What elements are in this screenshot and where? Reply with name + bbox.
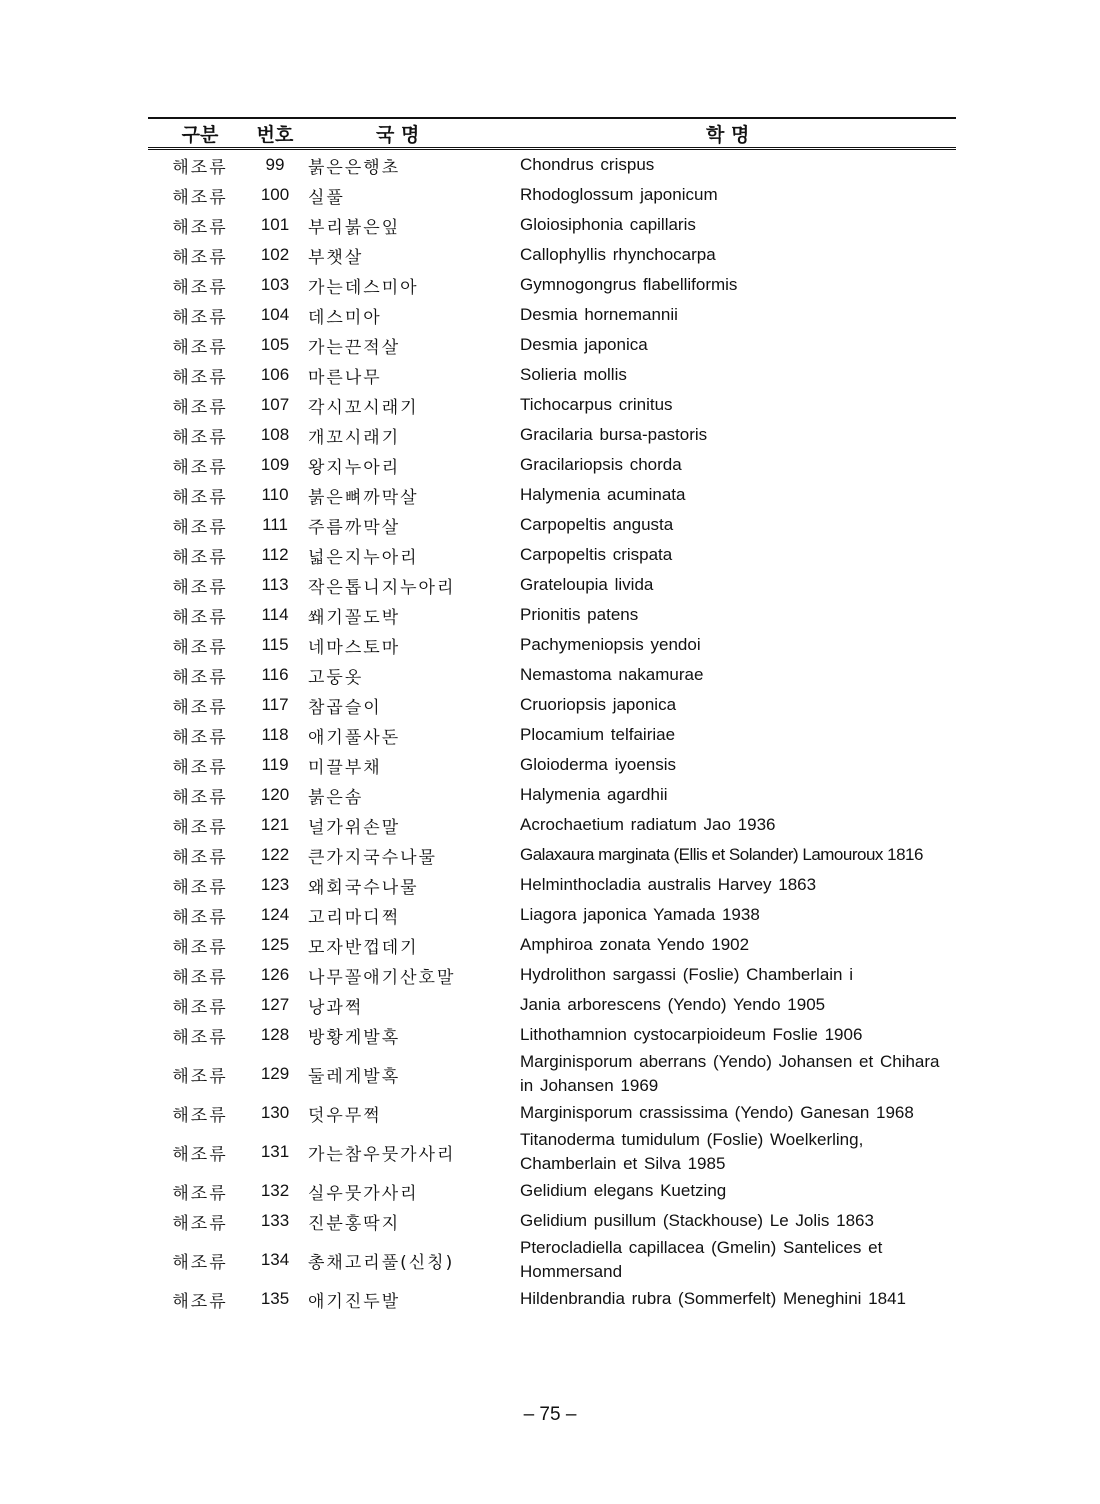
row-number: 108 (260, 425, 290, 444)
table-row (148, 450, 956, 480)
page-number: – 75 – (523, 1404, 577, 1425)
table-row (148, 510, 956, 540)
row-scientific-name: Gelidium elegans Kuetzing (520, 1181, 727, 1200)
row-scientific-name: Callophyllis rhynchocarpa (520, 245, 716, 264)
table-row (148, 210, 956, 240)
row-number: 106 (260, 365, 290, 384)
row-scientific-name: Pterocladiella capillacea (Gmelin) Santelices et Hommersand (520, 1238, 883, 1281)
table-row (148, 900, 956, 930)
row-scientific-name: Hildenbrandia rubra (Sommerfelt) Meneghini 1841 (520, 1289, 906, 1308)
header-korean-name: 국 명 (298, 118, 516, 149)
row-number: 111 (262, 515, 288, 534)
row-number: 119 (261, 755, 289, 774)
row-korean-name: 널가위손말 (308, 817, 401, 838)
table-row (148, 870, 956, 900)
row-number: 99 (265, 155, 285, 174)
row-korean-name: 붉은은행초 (308, 157, 401, 178)
row-category: 해조류 (172, 367, 228, 388)
row-number: 109 (260, 455, 290, 474)
row-scientific-name: Marginisporum crassissima (Yendo) Ganesan 1968 (520, 1103, 914, 1122)
row-category: 해조류 (172, 1066, 228, 1087)
row-number: 101 (260, 215, 290, 234)
row-category: 해조류 (172, 607, 228, 628)
table-row (148, 660, 956, 690)
row-korean-name: 넓은지누아리 (308, 547, 419, 568)
row-scientific-name: Marginisporum aberrans (Yendo) Johansen et Chihara in Johansen 1969 (520, 1052, 940, 1095)
table-row (148, 360, 956, 390)
header-row (148, 118, 956, 149)
row-number: 118 (261, 725, 289, 744)
row-scientific-name: Desmia japonica (520, 335, 648, 354)
row-scientific-name: Plocamium telfairiae (520, 725, 676, 744)
table-row (148, 1128, 956, 1176)
table-row (148, 240, 956, 270)
row-number: 123 (260, 875, 290, 894)
row-scientific-name: Lithothamnion cystocarpioideum Foslie 1906 (520, 1025, 863, 1044)
row-scientific-name: Acrochaetium radiatum Jao 1936 (520, 815, 776, 834)
table-row (148, 1098, 956, 1128)
row-scientific-name: Halymenia agardhii (520, 785, 668, 804)
row-scientific-name: Cruoriopsis japonica (520, 695, 677, 714)
row-scientific-name: Amphiroa zonata Yendo 1902 (520, 935, 750, 954)
row-korean-name: 모자반껍데기 (308, 937, 419, 958)
row-korean-name: 실풀 (308, 187, 345, 208)
row-korean-name: 참곱슬이 (308, 697, 382, 718)
row-category: 해조류 (172, 1213, 228, 1234)
row-category: 해조류 (172, 157, 228, 178)
row-number: 115 (261, 635, 289, 654)
row-korean-name: 나무꼴애기산호말 (308, 967, 456, 988)
table-row (148, 840, 956, 870)
table-row (148, 720, 956, 750)
row-korean-name: 둘레게발혹 (308, 1066, 401, 1087)
row-scientific-name: Gracilaria bursa-pastoris (520, 425, 708, 444)
row-category: 해조류 (172, 1183, 228, 1204)
row-number: 114 (261, 605, 289, 624)
row-category: 해조류 (172, 547, 228, 568)
row-korean-name: 개꼬시래기 (308, 427, 401, 448)
row-korean-name: 진분홍딱지 (308, 1213, 401, 1234)
row-scientific-name: Carpopeltis angusta (520, 515, 674, 534)
row-number: 107 (260, 395, 290, 414)
row-korean-name: 실우뭇가사리 (308, 1183, 419, 1204)
row-korean-name: 가는데스미아 (308, 277, 419, 298)
row-category: 해조류 (172, 577, 228, 598)
header-category: 구분 (148, 118, 252, 149)
row-category: 해조류 (172, 727, 228, 748)
row-number: 125 (260, 935, 290, 954)
row-category: 해조류 (172, 817, 228, 838)
row-number: 135 (260, 1289, 290, 1308)
row-scientific-name: Desmia hornemannii (520, 305, 678, 324)
row-scientific-name: Liagora japonica Yamada 1938 (520, 905, 760, 924)
row-korean-name: 마른나무 (308, 367, 382, 388)
row-korean-name: 붉은뼈까막살 (308, 487, 419, 508)
row-korean-name: 주름까막살 (308, 517, 401, 538)
table-row (148, 420, 956, 450)
table-row (148, 600, 956, 630)
row-category: 해조류 (172, 217, 228, 238)
row-category: 해조류 (172, 427, 228, 448)
table-row (148, 1176, 956, 1206)
row-category: 해조류 (172, 337, 228, 358)
row-category: 해조류 (172, 517, 228, 538)
row-korean-name: 낭과쩍 (308, 997, 364, 1018)
row-number: 130 (260, 1103, 290, 1122)
row-korean-name: 네마스토마 (308, 637, 401, 658)
row-category: 해조류 (172, 1144, 228, 1165)
table-row (148, 990, 956, 1020)
row-number: 126 (260, 965, 290, 984)
row-korean-name: 고리마디쩍 (308, 907, 401, 928)
row-scientific-name: Hydrolithon sargassi (Foslie) Chamberlain i (520, 965, 854, 984)
row-korean-name: 애기풀사돈 (308, 727, 401, 748)
row-number: 113 (261, 575, 289, 594)
row-number: 116 (261, 665, 289, 684)
row-number: 121 (260, 815, 290, 834)
table-row (148, 1050, 956, 1098)
table-row (148, 570, 956, 600)
row-category: 해조류 (172, 1027, 228, 1048)
row-scientific-name: Titanoderma tumidulum (Foslie) Woelkerling, Chamberlain et Silva 1985 (520, 1130, 864, 1173)
row-number: 105 (260, 335, 290, 354)
table-row (148, 960, 956, 990)
row-category: 해조류 (172, 1105, 228, 1126)
row-scientific-name: Halymenia acuminata (520, 485, 686, 504)
table-row (148, 750, 956, 780)
table-row (148, 1284, 956, 1314)
row-category: 해조류 (172, 487, 228, 508)
row-korean-name: 애기진두발 (308, 1291, 401, 1312)
row-number: 128 (260, 1025, 290, 1044)
row-scientific-name: Grateloupia livida (520, 575, 654, 594)
row-korean-name: 총채고리풀(신칭) (308, 1252, 455, 1273)
row-number: 104 (260, 305, 290, 324)
row-korean-name: 작은톱니지누아리 (308, 577, 456, 598)
row-category: 해조류 (172, 877, 228, 898)
row-category: 해조류 (172, 457, 228, 478)
table-row (148, 270, 956, 300)
row-scientific-name: Nemastoma nakamurae (520, 665, 704, 684)
row-number: 127 (260, 995, 290, 1014)
row-category: 해조류 (172, 967, 228, 988)
row-korean-name: 붉은솜 (308, 787, 364, 808)
row-number: 112 (261, 545, 289, 564)
row-number: 117 (261, 695, 289, 714)
row-korean-name: 가는끈적살 (308, 337, 401, 358)
row-scientific-name: Gloioderma iyoensis (520, 755, 677, 774)
row-category: 해조류 (172, 847, 228, 868)
row-category: 해조류 (172, 907, 228, 928)
row-korean-name: 부챗살 (308, 247, 364, 268)
row-scientific-name: Pachymeniopsis yendoi (520, 635, 701, 654)
row-korean-name: 각시꼬시래기 (308, 397, 419, 418)
row-scientific-name: Gelidium pusillum (Stackhouse) Le Jolis 1863 (520, 1211, 874, 1230)
table-row (148, 930, 956, 960)
row-korean-name: 부리붉은잎 (308, 217, 401, 238)
row-scientific-name: Gymnogongrus flabelliformis (520, 275, 738, 294)
row-number: 132 (260, 1181, 290, 1200)
row-korean-name: 데스미아 (308, 307, 382, 328)
row-scientific-name: Jania arborescens (Yendo) Yendo 1905 (520, 995, 826, 1014)
row-category: 해조류 (172, 997, 228, 1018)
row-category: 해조류 (172, 277, 228, 298)
table-row (148, 810, 956, 840)
row-category: 해조류 (172, 937, 228, 958)
table-row (148, 300, 956, 330)
table-row (148, 630, 956, 660)
row-number: 103 (260, 275, 290, 294)
row-scientific-name: Carpopeltis crispata (520, 545, 673, 564)
row-number: 100 (260, 185, 290, 204)
table-row (148, 540, 956, 570)
row-number: 134 (260, 1250, 290, 1269)
row-scientific-name: Helminthocladia australis Harvey 1863 (520, 875, 817, 894)
row-number: 110 (261, 485, 289, 504)
row-category: 해조류 (172, 667, 228, 688)
table-row (148, 1020, 956, 1050)
header-number: 번호 (252, 118, 298, 149)
table-row (148, 149, 956, 181)
row-category: 해조류 (172, 1252, 228, 1273)
row-number: 122 (260, 845, 290, 864)
row-number: 133 (260, 1211, 290, 1230)
row-korean-name: 왜회국수나물 (308, 877, 419, 898)
row-number: 120 (260, 785, 290, 804)
row-category: 해조류 (172, 307, 228, 328)
row-scientific-name: Tichocarpus crinitus (520, 395, 673, 414)
table-row (148, 480, 956, 510)
row-korean-name: 미끌부채 (308, 757, 382, 778)
row-category: 해조류 (172, 247, 228, 268)
row-category: 해조류 (172, 637, 228, 658)
table-row (148, 330, 956, 360)
table-row (148, 1236, 956, 1284)
table-row (148, 690, 956, 720)
row-category: 해조류 (172, 1291, 228, 1312)
row-number: 129 (260, 1064, 290, 1083)
table-header (148, 118, 956, 149)
row-category: 해조류 (172, 397, 228, 418)
row-scientific-name: Rhodoglossum japonicum (520, 185, 718, 204)
row-korean-name: 왕지누아리 (308, 457, 401, 478)
row-scientific-name: Galaxaura marginata (Ellis et Solander) Lamouroux 1816 (520, 845, 923, 864)
table-row (148, 780, 956, 810)
row-korean-name: 가는참우뭇가사리 (308, 1144, 456, 1165)
row-scientific-name: Gracilariopsis chorda (520, 455, 682, 474)
table-row (148, 1206, 956, 1236)
row-number: 124 (260, 905, 290, 924)
row-category: 해조류 (172, 697, 228, 718)
row-korean-name: 덧우무쩍 (308, 1105, 382, 1126)
row-korean-name: 고둥옷 (308, 667, 364, 688)
row-number: 131 (260, 1142, 290, 1161)
row-category: 해조류 (172, 757, 228, 778)
row-korean-name: 쐐기꼴도박 (308, 607, 401, 628)
header-scientific-name: 학 명 (516, 118, 956, 149)
row-korean-name: 방황게발혹 (308, 1027, 401, 1048)
row-scientific-name: Chondrus crispus (520, 155, 655, 174)
row-scientific-name: Solieria mollis (520, 365, 627, 384)
table-row (148, 180, 956, 210)
row-scientific-name: Gloiosiphonia capillaris (520, 215, 696, 234)
table-body (148, 149, 956, 1315)
row-korean-name: 큰가지국수나물 (308, 847, 437, 868)
table-row (148, 390, 956, 420)
row-category: 해조류 (172, 787, 228, 808)
row-category: 해조류 (172, 187, 228, 208)
row-scientific-name: Prionitis patens (520, 605, 639, 624)
species-table (148, 117, 956, 1314)
row-number: 102 (260, 245, 290, 264)
